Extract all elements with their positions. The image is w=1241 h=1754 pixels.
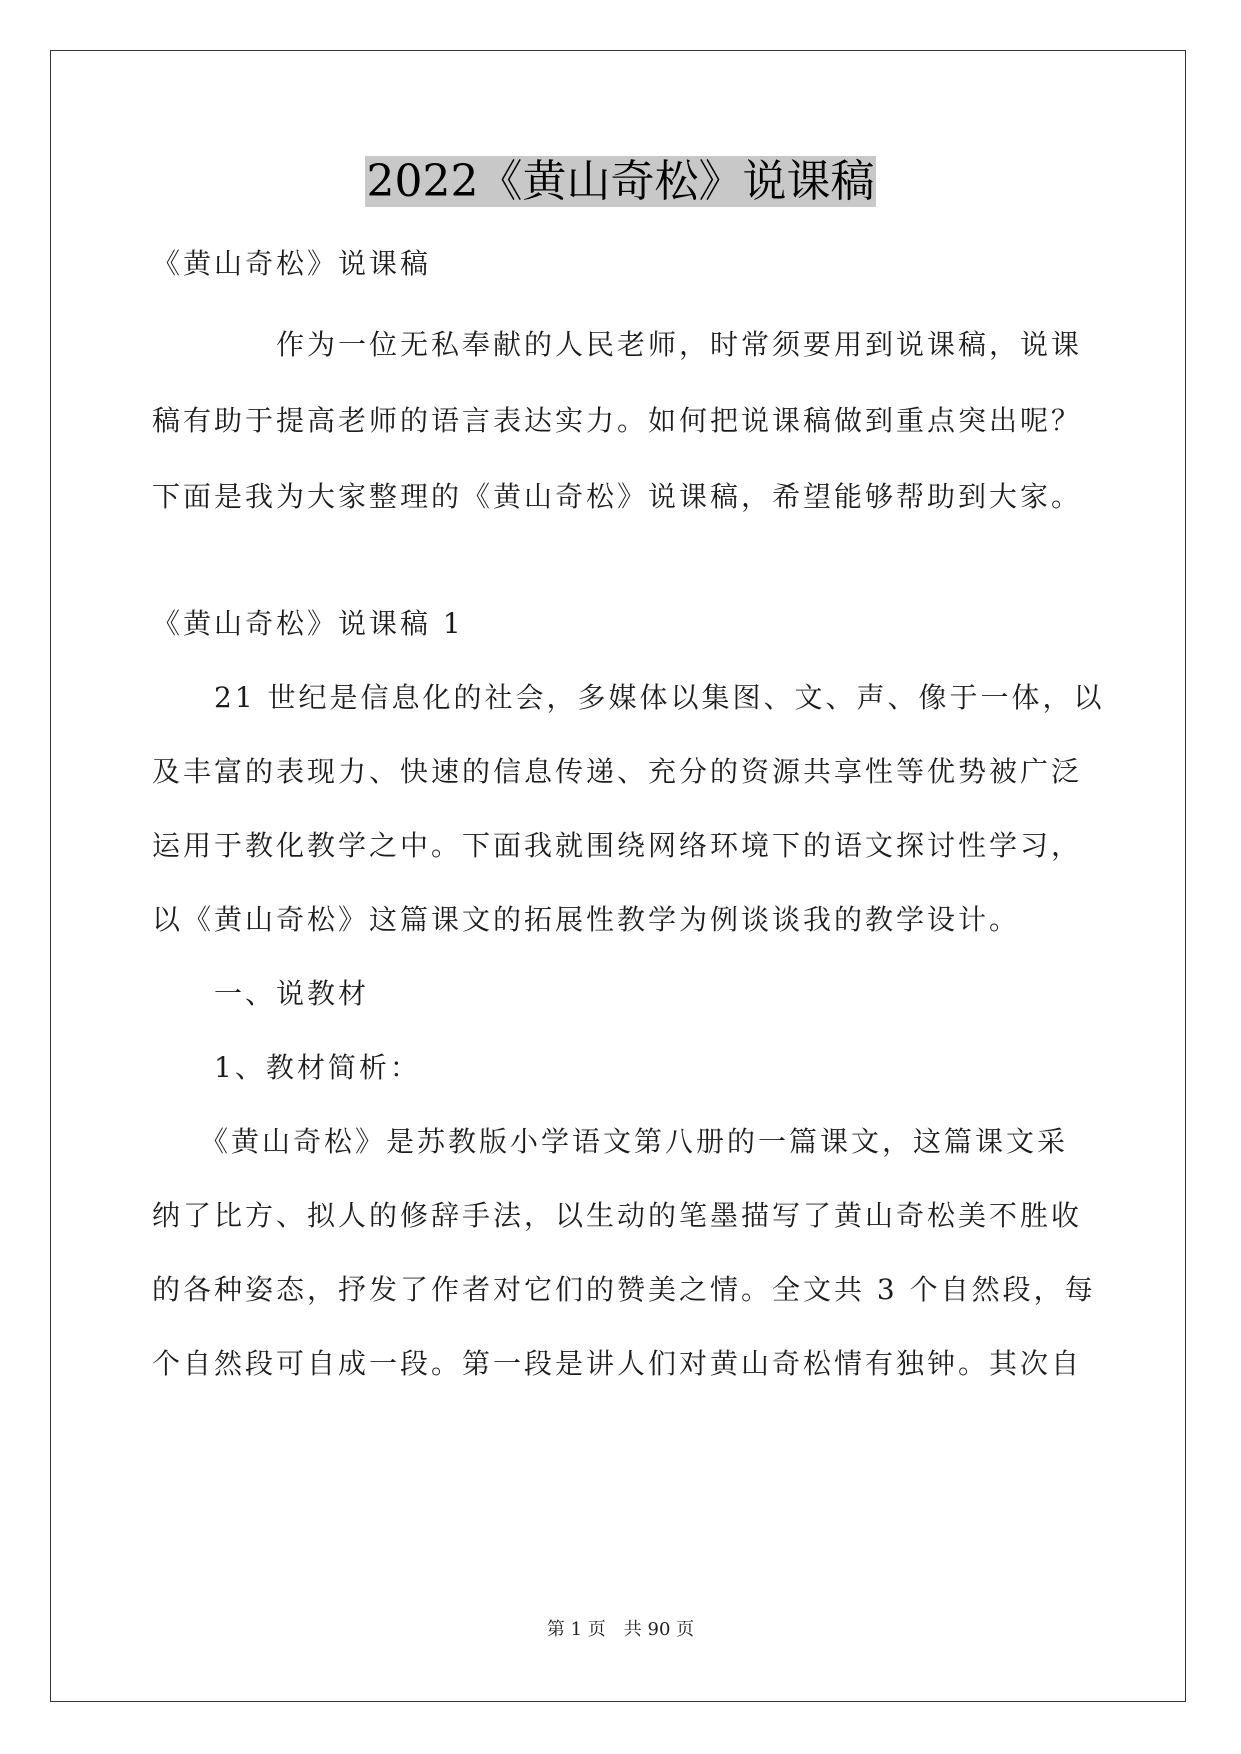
document-title-text: 2022《黄山奇松》说课稿 — [366, 156, 875, 207]
subheading: 1、教材简析： — [152, 1051, 421, 1084]
document-title — [0, 154, 1241, 210]
paragraph-line: 及丰富的表现力、快速的信息传递、充分的资源共享性等优势被广泛 — [152, 755, 1083, 788]
subheading: 一、说教材 — [152, 977, 370, 1010]
paragraph-line: 以《黄山奇松》这篇课文的拓展性教学为例谈谈我的教学设计。 — [152, 903, 1021, 936]
paragraph-line: 作为一位无私奉献的人民老师，时常须要用到说课稿，说课 — [152, 328, 1083, 361]
section-heading: 《黄山奇松》说课稿 1 — [152, 607, 464, 640]
paragraph-line: 《黄山奇松》是苏教版小学语文第八册的一篇课文，这篇课文采 — [152, 1125, 1069, 1158]
paragraph-line: 的各种姿态，抒发了作者对它们的赞美之情。全文共 3 个自然段，每 — [152, 1273, 1096, 1306]
paragraph-line: 下面是我为大家整理的《黄山奇松》说课稿，希望能够帮助到大家。 — [152, 480, 1083, 513]
paragraph-line: 稿有助于提高老师的语言表达实力。如何把说课稿做到重点突出呢？ — [152, 404, 1083, 437]
page-border — [50, 50, 1186, 1702]
paragraph-line: 个自然段可自成一段。第一段是讲人们对黄山奇松情有独钟。其次自 — [152, 1347, 1083, 1380]
page-footer: 第 1 页 共 90 页 — [546, 1619, 695, 1640]
paragraph-line: 21 世纪是信息化的社会，多媒体以集图、文、声、像于一体，以 — [152, 681, 1105, 714]
paragraph-line: 运用于教化教学之中。下面我就围绕网络环境下的语文探讨性学习， — [152, 829, 1083, 862]
section-heading: 《黄山奇松》说课稿 — [152, 247, 432, 280]
paragraph-line: 纳了比方、拟人的修辞手法，以生动的笔墨描写了黄山奇松美不胜收 — [152, 1199, 1083, 1232]
